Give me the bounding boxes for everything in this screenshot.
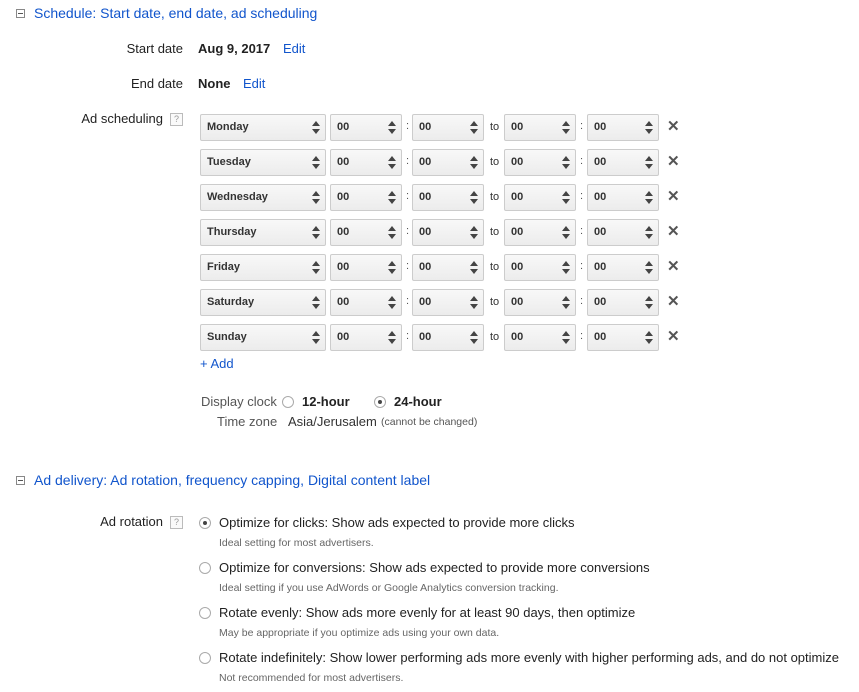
- updown-arrows-icon: [311, 226, 320, 239]
- edit-end-date-link[interactable]: Edit: [243, 76, 266, 91]
- to-label: to: [490, 226, 500, 238]
- add-schedule-link[interactable]: + Add: [200, 356, 234, 371]
- day-select-value: Tuesday: [207, 156, 251, 168]
- time-colon: :: [580, 155, 584, 167]
- rotation-option-label[interactable]: Optimize for conversions: Show ads expected to provide more conversions: [219, 560, 650, 575]
- schedule-section-title[interactable]: Schedule: Start date, end date, ad scheduling: [34, 5, 318, 21]
- to-minute-select-value: 00: [594, 331, 607, 343]
- updown-arrows-icon: [469, 296, 478, 309]
- ad-scheduling-label: Ad scheduling: [81, 111, 163, 126]
- updown-arrows-icon: [561, 191, 570, 204]
- updown-arrows-icon: [311, 296, 320, 309]
- to-hour-select[interactable]: [504, 324, 576, 351]
- updown-arrows-icon: [387, 226, 396, 239]
- rotation-option-label[interactable]: Optimize for clicks: Show ads expected to provide more clicks: [219, 515, 575, 530]
- updown-arrows-icon: [561, 296, 570, 309]
- to-minute-select[interactable]: [587, 254, 659, 281]
- day-select-value: Friday: [207, 261, 241, 273]
- rotation-option-label[interactable]: Rotate evenly: Show ads more evenly for at least 90 days, then optimize: [219, 605, 636, 620]
- from-minute-select[interactable]: [412, 289, 484, 316]
- from-hour-select[interactable]: [330, 219, 402, 246]
- to-hour-select[interactable]: [504, 184, 576, 211]
- from-minute-select-value: 00: [419, 296, 432, 308]
- to-minute-select-value: 00: [594, 156, 607, 168]
- from-hour-select[interactable]: [330, 289, 402, 316]
- from-minute-select[interactable]: [412, 184, 484, 211]
- from-hour-select-value: 00: [337, 261, 350, 273]
- to-hour-select-value: 00: [511, 121, 524, 133]
- to-label: to: [490, 191, 500, 203]
- updown-arrows-icon: [469, 156, 478, 169]
- remove-row-icon[interactable]: ✕: [667, 153, 680, 170]
- day-select-value: Thursday: [207, 226, 257, 238]
- time-colon: :: [580, 225, 584, 237]
- edit-start-date-link[interactable]: Edit: [283, 41, 306, 56]
- collapse-delivery-icon[interactable]: [16, 476, 25, 485]
- to-label: to: [490, 121, 500, 133]
- time-colon: :: [406, 295, 410, 307]
- help-icon[interactable]: ?: [170, 113, 183, 126]
- updown-arrows-icon: [469, 261, 478, 274]
- from-minute-select[interactable]: [412, 254, 484, 281]
- to-minute-select[interactable]: [587, 289, 659, 316]
- to-label: to: [490, 331, 500, 343]
- to-label: to: [490, 261, 500, 273]
- to-hour-select-value: 00: [511, 156, 524, 168]
- to-minute-select[interactable]: [587, 219, 659, 246]
- end-date-value: None: [198, 76, 231, 91]
- to-label: to: [490, 296, 500, 308]
- from-hour-select-value: 00: [337, 331, 350, 343]
- day-select-value: Monday: [207, 121, 249, 133]
- from-hour-select[interactable]: [330, 254, 402, 281]
- updown-arrows-icon: [561, 331, 570, 344]
- time-zone-note: (cannot be changed): [381, 416, 478, 428]
- to-hour-select[interactable]: [504, 289, 576, 316]
- from-minute-select-value: 00: [419, 121, 432, 133]
- updown-arrows-icon: [561, 121, 570, 134]
- time-colon: :: [580, 120, 584, 132]
- time-colon: :: [406, 225, 410, 237]
- time-colon: :: [406, 120, 410, 132]
- rotation-radio[interactable]: [199, 652, 211, 664]
- from-minute-select[interactable]: [412, 114, 484, 141]
- day-select-value: Wednesday: [207, 191, 268, 203]
- from-minute-select[interactable]: [412, 324, 484, 351]
- rotation-option-hint: May be appropriate if you optimize ads using your own data.: [219, 627, 500, 639]
- from-minute-select-value: 00: [419, 191, 432, 203]
- updown-arrows-icon: [561, 156, 570, 169]
- start-date-value: Aug 9, 2017: [198, 41, 271, 56]
- updown-arrows-icon: [644, 261, 653, 274]
- to-hour-select[interactable]: [504, 149, 576, 176]
- updown-arrows-icon: [311, 121, 320, 134]
- rotation-radio[interactable]: [199, 562, 211, 574]
- updown-arrows-icon: [387, 191, 396, 204]
- updown-arrows-icon: [469, 121, 478, 134]
- updown-arrows-icon: [311, 156, 320, 169]
- updown-arrows-icon: [387, 261, 396, 274]
- rotation-option-hint: Ideal setting if you use AdWords or Google Analytics conversion tracking.: [219, 582, 559, 594]
- to-hour-select[interactable]: [504, 114, 576, 141]
- time-zone-value: Asia/Jerusalem: [288, 414, 377, 429]
- time-colon: :: [406, 260, 410, 272]
- to-hour-select-value: 00: [511, 261, 524, 273]
- from-hour-select-value: 00: [337, 226, 350, 238]
- time-zone-label: Time zone: [217, 414, 278, 429]
- clock-24-label[interactable]: 24-hour: [394, 394, 442, 409]
- to-minute-select-value: 00: [594, 296, 607, 308]
- rotation-option-hint: Ideal setting for most advertisers.: [219, 537, 374, 549]
- updown-arrows-icon: [644, 226, 653, 239]
- to-minute-select[interactable]: [587, 149, 659, 176]
- from-hour-select-value: 00: [337, 121, 350, 133]
- updown-arrows-icon: [644, 331, 653, 344]
- time-colon: :: [580, 260, 584, 272]
- from-hour-select-value: 00: [337, 156, 350, 168]
- time-colon: :: [406, 190, 410, 202]
- from-minute-select-value: 00: [419, 261, 432, 273]
- remove-row-icon[interactable]: ✕: [667, 258, 680, 275]
- to-hour-select-value: 00: [511, 296, 524, 308]
- to-minute-select-value: 00: [594, 191, 607, 203]
- from-minute-select-value: 00: [419, 226, 432, 238]
- day-select[interactable]: [200, 114, 326, 141]
- display-clock-label: Display clock: [201, 394, 277, 409]
- to-minute-select[interactable]: [587, 114, 659, 141]
- remove-row-icon[interactable]: ✕: [667, 188, 680, 205]
- from-minute-select[interactable]: [412, 149, 484, 176]
- day-select[interactable]: [200, 254, 326, 281]
- rotation-option-label[interactable]: Rotate indefinitely: Show lower performing ads more evenly with higher performing ads, and do not optimize: [219, 650, 839, 665]
- time-colon: :: [580, 190, 584, 202]
- day-select[interactable]: [200, 149, 326, 176]
- day-select[interactable]: [200, 324, 326, 351]
- from-minute-select-value: 00: [419, 331, 432, 343]
- updown-arrows-icon: [644, 156, 653, 169]
- start-date-label: Start date: [126, 41, 183, 56]
- updown-arrows-icon: [387, 121, 396, 134]
- day-select-value: Saturday: [207, 296, 255, 308]
- day-select[interactable]: [200, 184, 326, 211]
- updown-arrows-icon: [387, 156, 396, 169]
- rotation-radio[interactable]: [199, 517, 211, 529]
- from-hour-select[interactable]: [330, 114, 402, 141]
- to-hour-select[interactable]: [504, 219, 576, 246]
- to-label: to: [490, 156, 500, 168]
- time-colon: :: [580, 330, 584, 342]
- from-hour-select-value: 00: [337, 296, 350, 308]
- remove-row-icon[interactable]: ✕: [667, 328, 680, 345]
- updown-arrows-icon: [387, 296, 396, 309]
- day-select[interactable]: [200, 289, 326, 316]
- ad-rotation-label: Ad rotation: [100, 514, 163, 529]
- from-minute-select-value: 00: [419, 156, 432, 168]
- remove-row-icon[interactable]: ✕: [667, 118, 680, 135]
- delivery-section-title[interactable]: Ad delivery: Ad rotation, frequency capping, Digital content label: [34, 472, 431, 488]
- from-hour-select[interactable]: [330, 149, 402, 176]
- from-hour-select[interactable]: [330, 184, 402, 211]
- day-select[interactable]: [200, 219, 326, 246]
- updown-arrows-icon: [644, 296, 653, 309]
- to-hour-select-value: 00: [511, 226, 524, 238]
- updown-arrows-icon: [387, 331, 396, 344]
- to-hour-select-value: 00: [511, 331, 524, 343]
- updown-arrows-icon: [469, 226, 478, 239]
- end-date-label: End date: [130, 76, 183, 91]
- updown-arrows-icon: [644, 121, 653, 134]
- to-minute-select-value: 00: [594, 121, 607, 133]
- to-minute-select-value: 00: [594, 226, 607, 238]
- time-colon: :: [406, 155, 410, 167]
- collapse-schedule-icon[interactable]: [16, 9, 25, 18]
- updown-arrows-icon: [644, 191, 653, 204]
- remove-row-icon[interactable]: ✕: [667, 293, 680, 310]
- day-select-value: Sunday: [207, 331, 247, 343]
- help-icon[interactable]: ?: [170, 516, 183, 529]
- time-colon: :: [580, 295, 584, 307]
- updown-arrows-icon: [311, 191, 320, 204]
- to-minute-select[interactable]: [587, 324, 659, 351]
- updown-arrows-icon: [561, 261, 570, 274]
- from-hour-select-value: 00: [337, 191, 350, 203]
- updown-arrows-icon: [311, 331, 320, 344]
- clock-12-label[interactable]: 12-hour: [302, 394, 350, 409]
- to-hour-select-value: 00: [511, 191, 524, 203]
- from-minute-select[interactable]: [412, 219, 484, 246]
- to-hour-select[interactable]: [504, 254, 576, 281]
- clock-12-radio[interactable]: [282, 396, 294, 408]
- updown-arrows-icon: [311, 261, 320, 274]
- to-minute-select[interactable]: [587, 184, 659, 211]
- remove-row-icon[interactable]: ✕: [667, 223, 680, 240]
- rotation-option-hint: Not recommended for most advertisers.: [219, 672, 404, 684]
- from-hour-select[interactable]: [330, 324, 402, 351]
- updown-arrows-icon: [469, 331, 478, 344]
- rotation-radio[interactable]: [199, 607, 211, 619]
- updown-arrows-icon: [561, 226, 570, 239]
- to-minute-select-value: 00: [594, 261, 607, 273]
- time-colon: :: [406, 330, 410, 342]
- clock-24-radio[interactable]: [374, 396, 386, 408]
- updown-arrows-icon: [469, 191, 478, 204]
